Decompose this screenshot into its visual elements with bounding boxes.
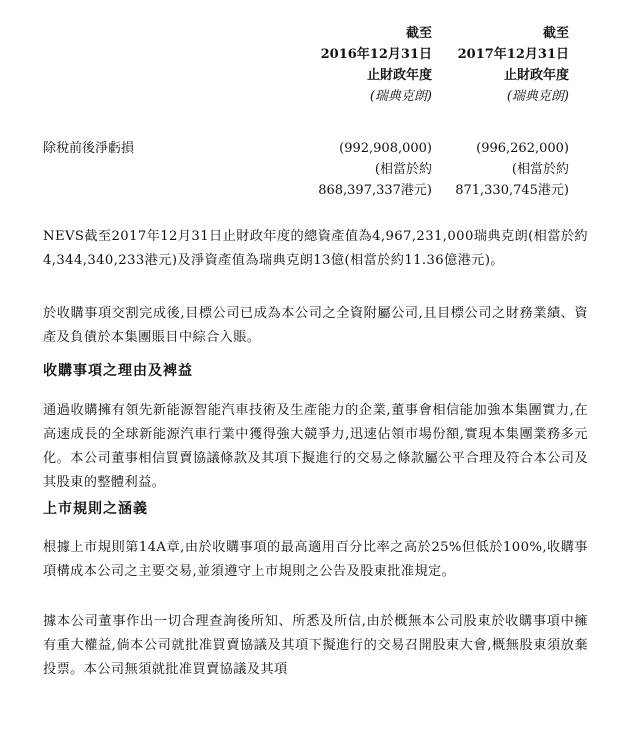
col2-equiv-prefix: (相當於約 [511,162,569,177]
col1-header-period: 止財政年度 [366,68,432,83]
paragraph-reasons: 通過收購擁有領先新能源智能汽車技術及生產能力的企業,董事會相信能加強本集團實力,在高速成長的全球新能源汽車行業中獲得強大競爭力,迅速佔領市場份額,實現本集團業務多元化。本公司董事相信買賣協議條款及其項下擬進行的交易之條款屬公平合理及符合本公司及其股東的整體利益。 [43,403,588,490]
col2-header-line1: 截至 [542,26,569,41]
paragraph-shareholder-vote: 據本公司董事作出一切合理查詢後所知、所悉及所信,由於概無本公司股東於收購事項中擁有重大權益,倘本公司就批准買賣協議及其項下擬進行的交易召開股東大會,概無股東須放棄投票。本公司無須就批准買賣協議及其項 [43,614,588,677]
col2-equiv-hkd: 871,330,745港元) [455,183,569,198]
col2-net-loss-value: (996,262,000) [476,141,569,156]
col1-equiv-prefix: (相當於約 [374,162,432,177]
heading-reasons-benefits: 收購事項之理由及裨益 [43,363,193,379]
col1-header-line1: 截至 [405,26,432,41]
paragraph-nevs-assets: NEVS截至2017年12月31日止財政年度的總資產值為4,967,231,000瑞典克朗(相當於約4,344,340,233港元)及淨資產值為瑞典克朗13億(相當於約11.36億港元)。 [43,229,588,268]
col1-equiv-hkd: 868,397,337港元) [318,183,432,198]
col2-header-period: 止財政年度 [503,68,569,83]
heading-listing-rules: 上市規則之涵義 [43,501,148,517]
col1-header-date: 2016年12月31日 [320,47,432,62]
col2-header-date: 2017年12月31日 [457,47,569,62]
row-label-net-loss: 除稅前後淨虧損 [43,141,135,156]
col2-header-currency: (瑞典克朗) [506,89,569,104]
paragraph-consolidation: 於收購事項交割完成後,目標公司已成為本公司之全資附屬公司,且目標公司之財務業績、資產及負債於本集團賬目中綜合入賬。 [43,306,588,345]
col1-net-loss-value: (992,908,000) [339,141,432,156]
col1-header-currency: (瑞典克朗) [369,89,432,104]
paragraph-listing-rules: 根據上市規則第14A章,由於收購事項的最高適用百分比率之高於25%但低於100%,收購事項構成本公司之主要交易,並須遵守上市規則之公告及股東批准規定。 [43,540,588,579]
